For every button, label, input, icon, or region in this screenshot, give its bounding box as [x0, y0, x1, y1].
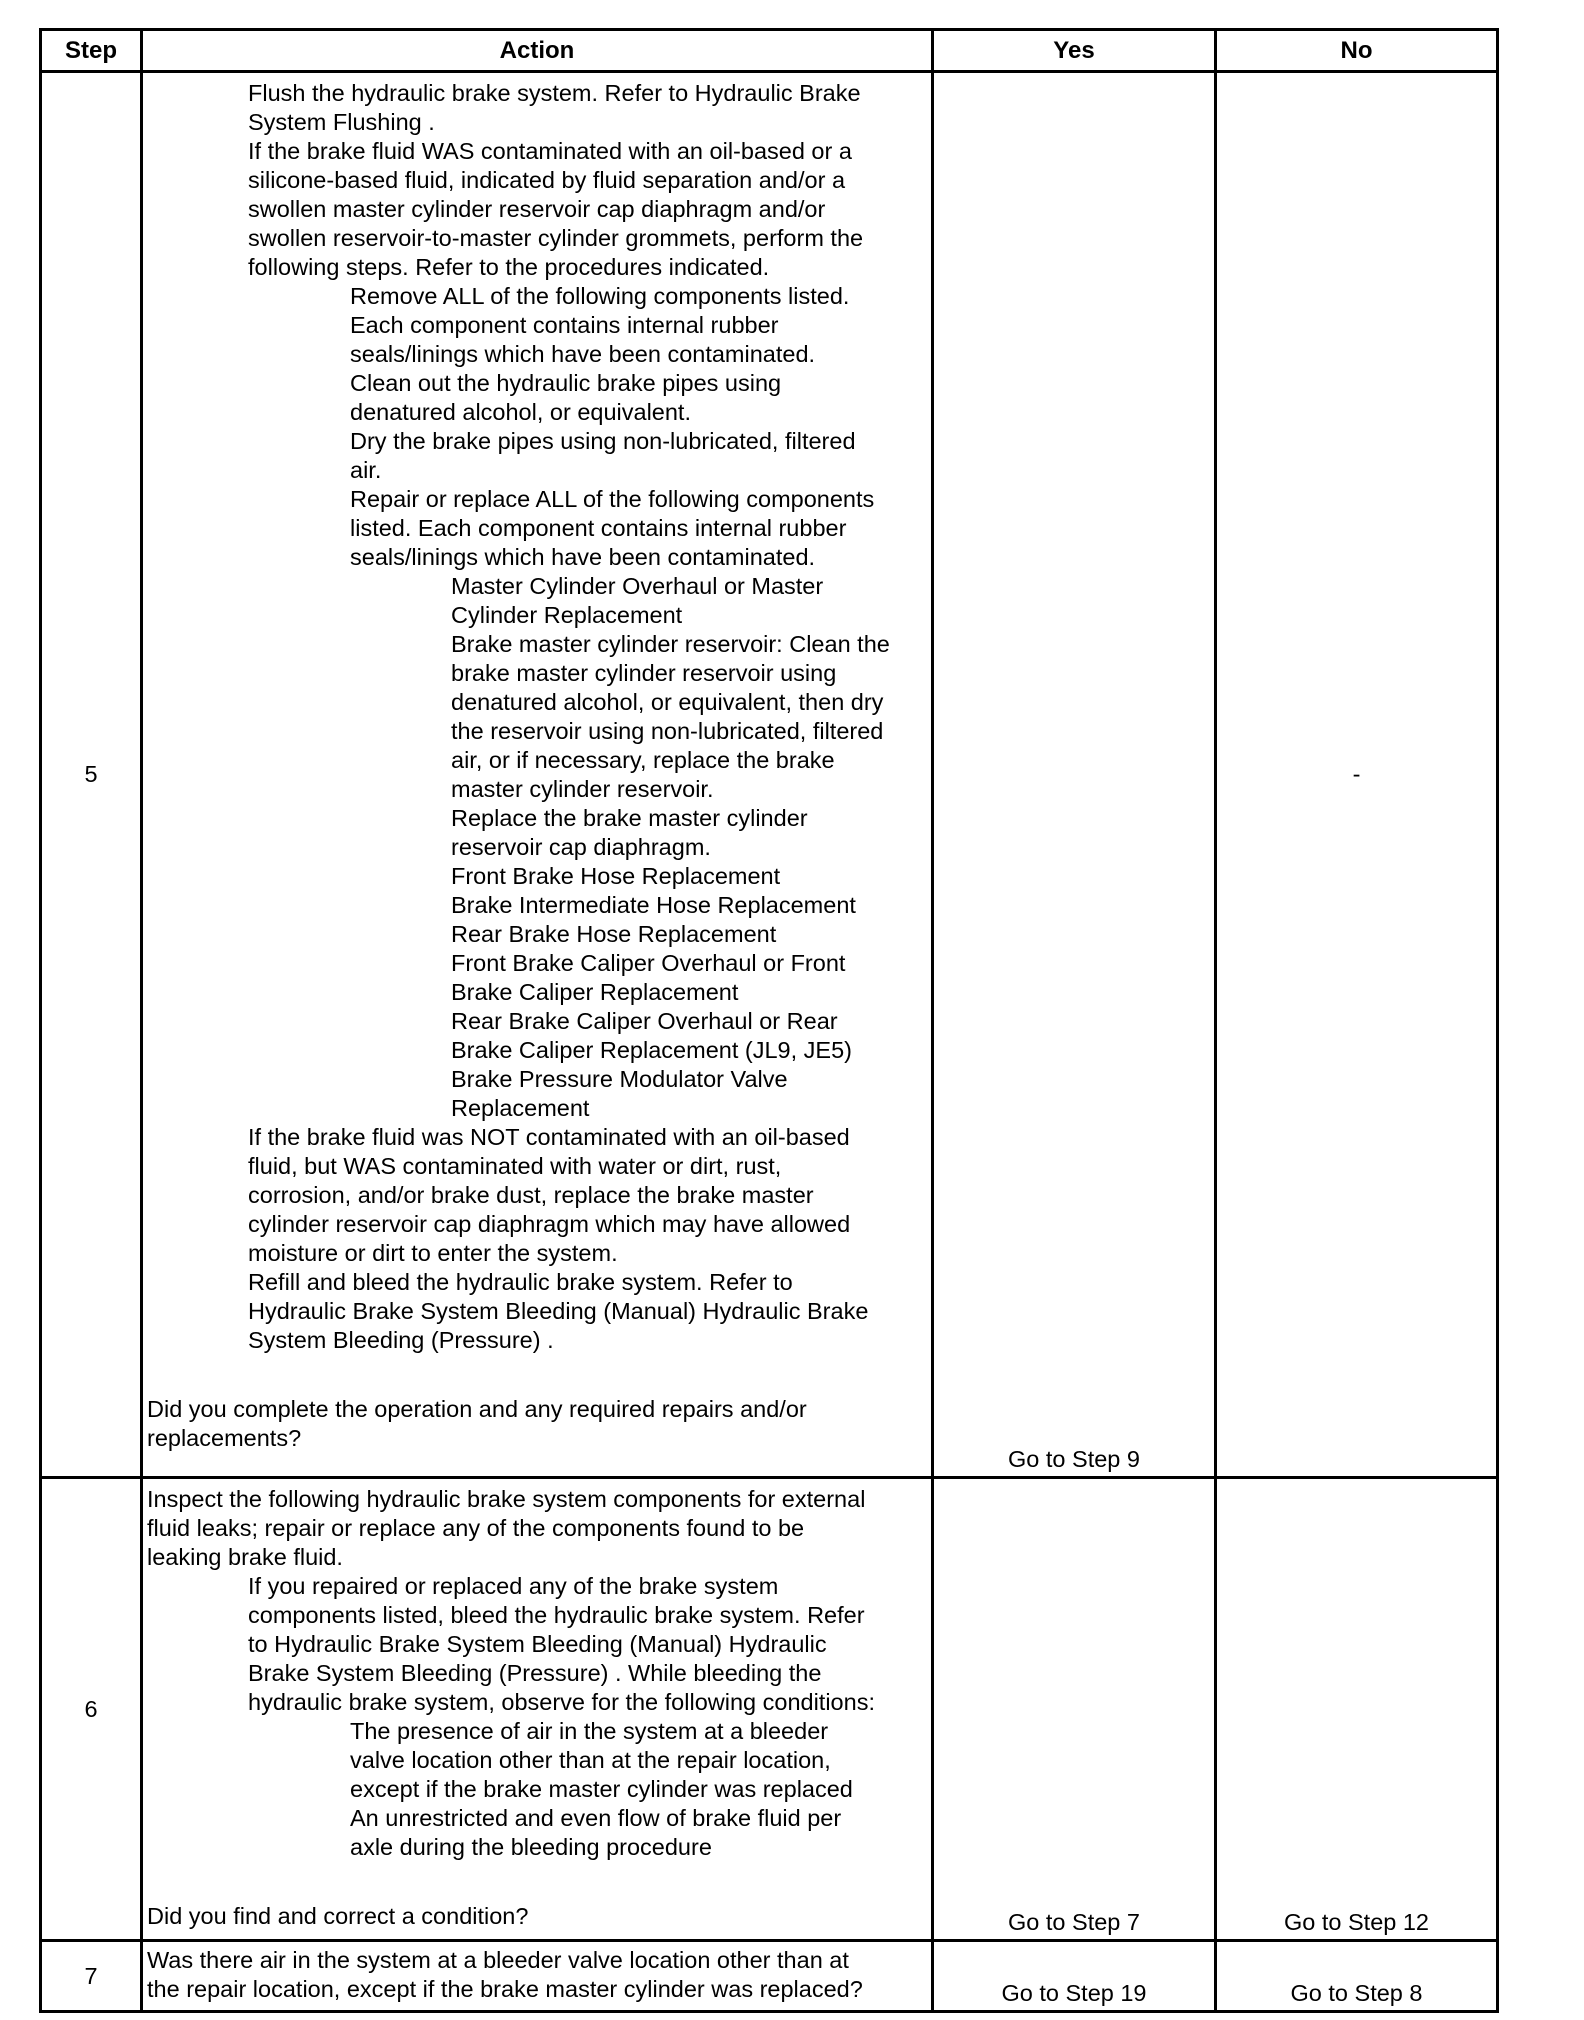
- action-line: swollen master cylinder reservoir cap diaphragm and/or: [248, 196, 826, 222]
- action-line: Clean out the hydraulic brake pipes using: [350, 370, 782, 396]
- action-line: except if the brake master cylinder was replaced: [350, 1776, 853, 1802]
- action-line: Hydraulic Brake System Bleeding (Manual) Hydraulic Brake: [248, 1298, 869, 1324]
- action-line: the reservoir using non-lubricated, filtered: [451, 718, 884, 744]
- action-line: Master Cylinder Overhaul or Master: [451, 573, 824, 599]
- header-action: Action: [142, 30, 933, 72]
- step-number: 5: [41, 72, 142, 1478]
- header-yes: Yes: [933, 30, 1216, 72]
- action-line: Cylinder Replacement: [451, 602, 683, 628]
- action-line: seals/linings which have been contaminated.: [350, 341, 816, 367]
- action-line: Rear Brake Hose Replacement: [451, 921, 777, 947]
- action-line: replacements?: [147, 1425, 302, 1451]
- step-number: 7: [41, 1941, 142, 2012]
- action-line: to Hydraulic Brake System Bleeding (Manual) Hydraulic: [248, 1631, 827, 1657]
- action-line: Refill and bleed the hydraulic brake system. Refer to: [248, 1269, 793, 1295]
- no-cell: [1216, 1478, 1498, 1941]
- action-line: The presence of air in the system at a bleeder: [350, 1718, 829, 1744]
- action-line: hydraulic brake system, observe for the following conditions:: [248, 1689, 875, 1715]
- action-question: [147, 1395, 927, 1453]
- action-line: Front Brake Caliper Overhaul or Front: [451, 950, 846, 976]
- no-result: Go to Step 8: [1290, 1980, 1423, 2006]
- action-line: Brake Caliper Replacement: [451, 979, 739, 1005]
- action-line: corrosion, and/or brake dust, replace the brake master: [248, 1182, 814, 1208]
- no-cell: [1216, 72, 1498, 1478]
- action-line: leaking brake fluid.: [147, 1544, 343, 1570]
- yes-cell: [933, 1941, 1216, 2012]
- yes-cell: [933, 1478, 1216, 1941]
- action-line: axle during the bleeding procedure: [350, 1834, 712, 1860]
- action-line: the repair location, except if the brake master cylinder was replaced?: [147, 1976, 863, 2002]
- action-line: swollen reservoir-to-master cylinder grommets, perform the: [248, 225, 864, 251]
- action-block: [147, 79, 927, 282]
- table-row: [41, 1478, 1498, 1941]
- table-row: [41, 1941, 1498, 2012]
- action-line: If the brake fluid WAS contaminated with an oil-based or a: [248, 138, 852, 164]
- no-result: -: [1352, 761, 1361, 787]
- action-line: fluid leaks; repair or replace any of the components found to be: [147, 1515, 805, 1541]
- action-line: reservoir cap diaphragm.: [451, 834, 711, 860]
- action-line: System Bleeding (Pressure) .: [248, 1327, 554, 1353]
- yes-result: Go to Step 9: [1008, 1446, 1140, 1472]
- action-line: air, or if necessary, replace the brake: [451, 747, 835, 773]
- action-block: [147, 572, 927, 1123]
- action-cell: [142, 72, 933, 1478]
- no-result: Go to Step 12: [1283, 1909, 1430, 1935]
- action-line: An unrestricted and even flow of brake fluid per: [350, 1805, 842, 1831]
- action-line: Was there air in the system at a bleeder valve location other than at: [147, 1947, 849, 1973]
- action-line: Brake Caliper Replacement (JL9, JE5): [451, 1037, 852, 1063]
- diagnostic-table: [39, 28, 1499, 2013]
- action-block: [147, 1572, 927, 1717]
- action-line: Brake System Bleeding (Pressure) . While bleeding the: [248, 1660, 822, 1686]
- yes-result: Go to Step 19: [1001, 1980, 1147, 2006]
- action-line: Flush the hydraulic brake system. Refer to Hydraulic Brake: [248, 80, 861, 106]
- action-question: [147, 1902, 927, 1931]
- action-line: Front Brake Hose Replacement: [451, 863, 781, 889]
- action-line: Replace the brake master cylinder: [451, 805, 808, 831]
- action-line: If you repaired or replaced any of the brake system: [248, 1573, 779, 1599]
- action-line: If the brake fluid was NOT contaminated with an oil-based: [248, 1124, 850, 1150]
- action-line: following steps. Refer to the procedures indicated.: [248, 254, 770, 280]
- action-line: cylinder reservoir cap diaphragm which may have allowed: [248, 1211, 851, 1237]
- action-line: components listed, bleed the hydraulic brake system. Refer: [248, 1602, 865, 1628]
- action-line: Did you find and correct a condition?: [147, 1903, 529, 1929]
- no-cell: [1216, 1941, 1498, 2012]
- table-row: [41, 72, 1498, 1478]
- action-line: System Flushing .: [248, 109, 435, 135]
- yes-result: Go to Step 7: [1008, 1909, 1140, 1935]
- action-line: seals/linings which have been contaminated.: [350, 544, 816, 570]
- action-line: Brake master cylinder reservoir: Clean the: [451, 631, 890, 657]
- action-block: [147, 282, 927, 572]
- action-line: air.: [350, 457, 382, 483]
- action-line: Rear Brake Caliper Overhaul or Rear: [451, 1008, 838, 1034]
- action-line: denatured alcohol, or equivalent.: [350, 399, 691, 425]
- action-line: Brake Intermediate Hose Replacement: [451, 892, 856, 918]
- action-line: Repair or replace ALL of the following components: [350, 486, 875, 512]
- action-line: listed. Each component contains internal rubber: [350, 515, 847, 541]
- action-line: Inspect the following hydraulic brake system components for external: [147, 1486, 866, 1512]
- action-cell: [142, 1941, 933, 2012]
- header-row: [41, 30, 1498, 72]
- yes-cell: [933, 72, 1216, 1478]
- action-line: denatured alcohol, or equivalent, then dry: [451, 689, 884, 715]
- action-block: [147, 1717, 927, 1862]
- action-line: fluid, but WAS contaminated with water or dirt, rust,: [248, 1153, 782, 1179]
- action-line: silicone-based fluid, indicated by fluid separation and/or a: [248, 167, 846, 193]
- action-block: [147, 1123, 927, 1355]
- action-line: brake master cylinder reservoir using: [451, 660, 837, 686]
- action-block: [147, 1485, 927, 1572]
- action-line: Brake Pressure Modulator Valve: [451, 1066, 788, 1092]
- action-line: moisture or dirt to enter the system.: [248, 1240, 618, 1266]
- header-step: Step: [41, 30, 142, 72]
- action-cell: [142, 1478, 933, 1941]
- action-line: valve location other than at the repair location,: [350, 1747, 831, 1773]
- action-line: Dry the brake pipes using non-lubricated, filtered: [350, 428, 856, 454]
- action-line: Each component contains internal rubber: [350, 312, 779, 338]
- action-line: Did you complete the operation and any required repairs and/or: [147, 1396, 807, 1422]
- action-line: Replacement: [451, 1095, 590, 1121]
- action-line: Remove ALL of the following components listed.: [350, 283, 850, 309]
- header-no: No: [1216, 30, 1498, 72]
- step-number: 6: [41, 1478, 142, 1941]
- action-line: master cylinder reservoir.: [451, 776, 714, 802]
